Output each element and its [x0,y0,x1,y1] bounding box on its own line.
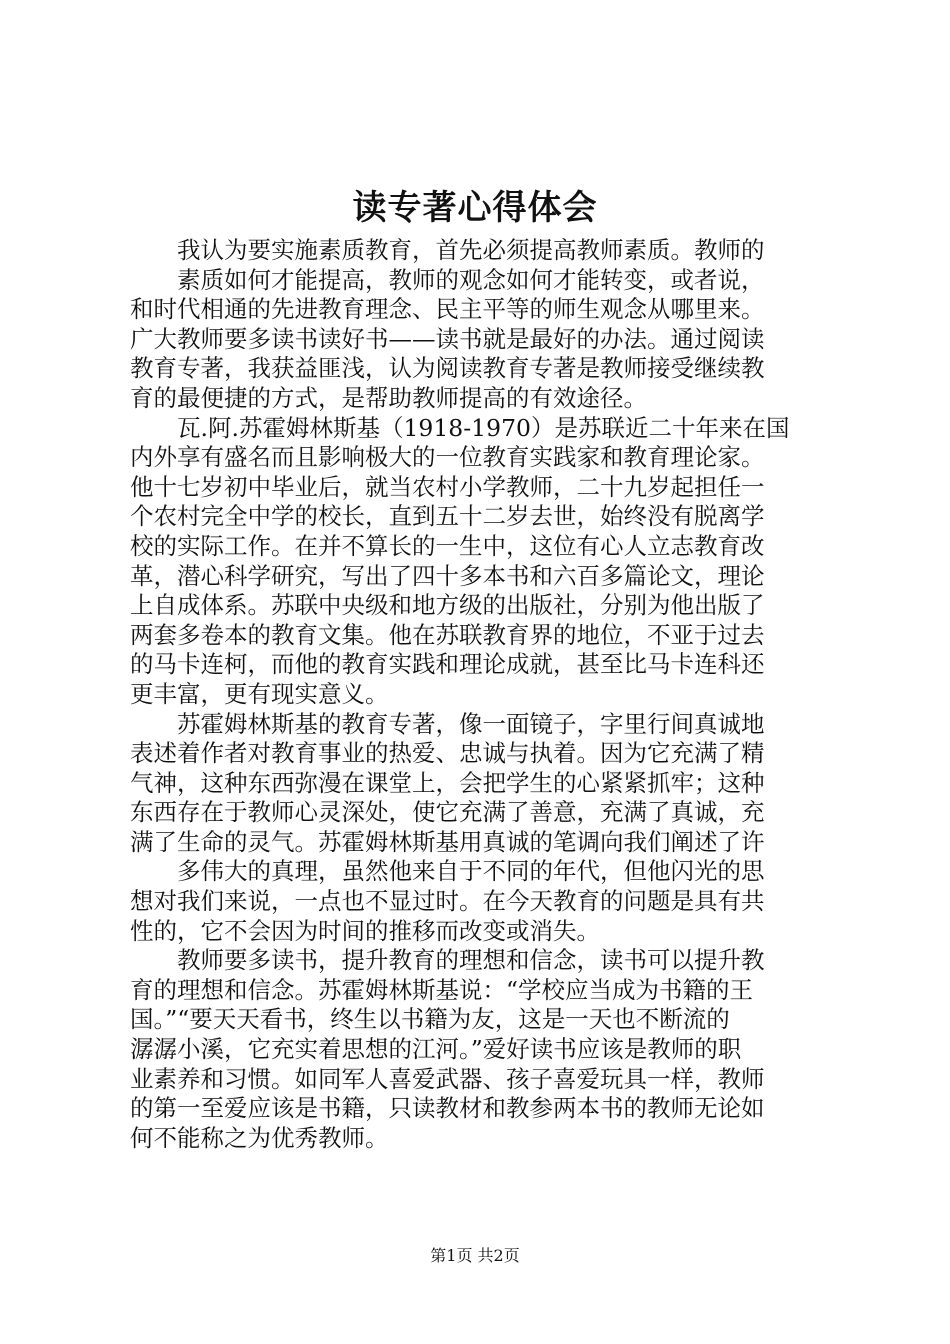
text-line: 广大教师要多读书读好书——读书就是最好的办法。通过阅读 [130,324,765,353]
text-line: 东西存在于教师心灵深处，使它充满了善意，充满了真诚，充 [130,798,765,827]
text-line: 个农村完全中学的校长，直到五十二岁去世，始终没有脱离学 [130,502,765,531]
text-line: 想对我们来说，一点也不显过时。在今天教育的问题是具有共 [130,887,765,916]
text-line: 何不能称之为优秀教师。 [130,1123,389,1152]
text-line: 素质如何才能提高，教师的观念如何才能转变，或者说， [177,265,765,294]
text-line: 苏霍姆林斯基的教育专著，像一面镜子，字里行间真诚地 [177,709,765,738]
text-line: 气神，这种东西弥漫在课堂上，会把学生的心紧紧抓牢；这种 [130,768,765,797]
text-line: 育的理想和信念。苏霍姆林斯基说：“学校应当成为书籍的王 [130,975,754,1004]
document-body [130,236,830,1153]
text-line: 瓦.阿.苏霍姆林斯基（1918-1970）是苏联近二十年来在国 [177,413,790,442]
text-line: 我认为要实施素质教育，首先必须提高教师素质。教师的 [177,236,765,264]
text-line: 业素养和习惯。如同军人喜爱武器、孩子喜爱玩具一样，教师 [130,1064,765,1093]
text-line: 他十七岁初中毕业后，就当农村小学教师，二十九岁起担任一 [130,472,765,501]
text-line: 潺潺小溪，它充实着思想的江河。”爱好读书应该是教师的职 [130,1035,742,1064]
text-line: 两套多卷本的教育文集。他在苏联教育界的地位，不亚于过去 [130,620,765,649]
text-line: 国。”“要天天看书，终生以书籍为友，这是一天也不断流的 [130,1005,730,1034]
document-title: 读专著心得体会 [352,188,598,228]
text-line: 校的实际工作。在并不算长的一生中，这位有心人立志教育改 [130,531,765,560]
text-line: 上自成体系。苏联中央级和地方级的出版社，分别为他出版了 [130,591,765,620]
text-line: 表述着作者对教育事业的热爱、忠诚与执着。因为它充满了精 [130,739,765,768]
text-line: 更丰富，更有现实意义。 [130,679,389,708]
text-line: 和时代相通的先进教育理念、民主平等的师生观念从哪里来。 [130,295,765,324]
text-line: 内外享有盛名而且影响极大的一位教育实践家和教育理论家。 [130,443,765,472]
page-footer: 第1页 共2页 [430,1246,520,1265]
text-line: 革，潜心科学研究，写出了四十多本书和六百多篇论文，理论 [130,561,765,590]
text-line: 育的最便捷的方式，是帮助教师提高的有效途径。 [130,383,647,412]
text-line: 教师要多读书，提升教育的理想和信念，读书可以提升教 [177,946,765,975]
text-line: 满了生命的灵气。苏霍姆林斯基用真诚的笔调向我们阐述了许 [130,827,765,856]
text-line: 的马卡连柯，而他的教育实践和理论成就，甚至比马卡连科还 [130,650,765,679]
text-line: 性的，它不会因为时间的推移而改变或消失。 [130,916,600,945]
text-line: 的第一至爱应该是书籍，只读教材和教参两本书的教师无论如 [130,1094,765,1123]
text-line: 多伟大的真理，虽然他来自于不同的年代，但他闪光的思 [177,857,765,886]
text-line: 教育专著，我获益匪浅，认为阅读教育专著是教师接受继续教 [130,354,765,383]
